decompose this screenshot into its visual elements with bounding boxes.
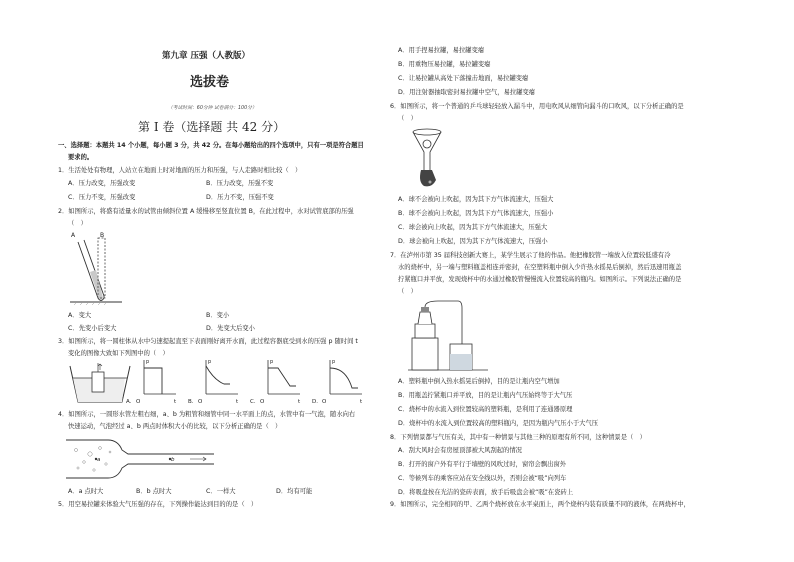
q3-graph-c [262, 358, 302, 398]
graph-c-option-label: C. [250, 399, 256, 405]
q7-option-a: A．塑料瓶中倒入热水摇晃后倒掉，目的是让瓶内空气增加 [398, 378, 560, 385]
question-6-cont: （ ） [398, 115, 417, 122]
q1-option-b: B．压力改变，压强不变 [206, 180, 274, 187]
question-7-line-2: 水的烧杯中，另一端与塑料瓶盖相连并密封，在空塑料瓶中倒入少许热水摇晃后倒掉，然后迅速用瓶盖 [398, 264, 682, 271]
tube-label-a: A [71, 232, 76, 239]
question-5: 5．用空易拉罐来体验大气压强的存在，下列操作能达到目的的是（ ） [58, 501, 258, 508]
q3-graph-a [138, 358, 178, 398]
q5-option-d: D．用注射器抽取密封易拉罐中空气，易拉罐变瘪 [398, 89, 536, 96]
section-intro-cont: 要求的。 [68, 154, 94, 161]
q7-option-d: D．烧杯中的水流入到位置较高的塑料瓶内，是因为瓶内气压小于大气压 [398, 420, 599, 427]
question-3: 3．如图所示，将一圆柱体从水中匀速提起直至下表面刚好离开水面，此过程容器底受到水的压强 p 随时间 t [58, 338, 358, 345]
chapter-title: 第九章 压强（人教版） [162, 51, 250, 61]
graph-a-t-label: t [174, 399, 177, 405]
pipe-point-a: a [97, 457, 101, 463]
q7-bottle-figure [408, 300, 492, 374]
q6-option-c: C．球会被向上吹起，因为其下方气体流速大，压强大 [398, 224, 548, 231]
q8-option-a: A．刮大风时会有房屋顶部被大风刮起的情况 [398, 447, 522, 454]
q3-graph-b [200, 358, 240, 398]
q4-pipe-figure [66, 436, 216, 482]
q2-test-tube-figure [68, 232, 124, 306]
part-title: 第 I 卷（选择题 共 42 分） [138, 120, 286, 134]
q6-option-d: D．球会被向上吹起，因为其下方气体流速大，压强小 [398, 238, 548, 245]
graph-b-option-label: B. [188, 399, 194, 405]
graph-c-p-label: p [270, 359, 274, 365]
pipe-point-b: b [171, 457, 175, 463]
q4-option-b: B．b 点时大 [136, 488, 172, 495]
graph-c-t-label: t [298, 399, 301, 405]
q5-option-c: C．让易拉罐从高处下落撞击地面，易拉罐变瘪 [398, 75, 529, 82]
q4-option-d: D．均有可能 [276, 488, 313, 495]
graph-d-p-label: p [332, 359, 336, 365]
q5-option-b: B．用重物压易拉罐，易拉罐变瘪 [398, 61, 491, 68]
q8-option-b: B．打开的窗户外有平行于墙壁的风吹过时，窗帘会飘出窗外 [398, 461, 567, 468]
question-9: 9．如图所示，完全相同的甲、乙两个烧杯放在水平桌面上，两个烧杯内装有质量不同的液体，在两烧杯中， [390, 501, 690, 508]
question-6: 6．如图所示，将一个普通的乒乓球轻轻放入漏斗中，用电吹风从细管向漏斗的口吹风，以下分析正确的是 [390, 103, 684, 110]
question-7-line-3: 拧紧瓶口并平放，发现烧杯中的水通过橡胶管慢慢流入位置较高的瓶内。如图所示。下列说法正确的是 [398, 276, 682, 283]
exam-info: （考试时间：60分钟 试卷满分：100分） [168, 106, 257, 111]
graph-b-t-label: t [236, 399, 239, 405]
question-1: 1．生活处处有物理，人站立在地面上时对地面的压力和压强，与人走路时相比较（ ） [58, 167, 302, 174]
q6-option-a: A．球不会被向上吹起，因为其下方气体流速大，压强大 [398, 196, 554, 203]
graph-d-origin: O [322, 399, 327, 405]
graph-d-t-label: t [360, 399, 363, 405]
q3-container-figure [68, 362, 132, 406]
question-2: 2．如图所示，将盛有适量水的试管由倾斜位置 A 缓慢移至竖直位置 B，在此过程中，水对试管底部的压强 [58, 208, 354, 215]
question-4: 4．如图所示，一圆形水管左粗右细，a、b 为粗管和细管中同一水平面上的点，水管中有一气泡，随水向右 [58, 411, 356, 418]
graph-a-p-label: p [146, 359, 150, 365]
graph-b-origin: O [198, 399, 203, 405]
q2-option-a: A．变大 [68, 312, 92, 319]
q2-option-c: C．先变小后变大 [68, 325, 117, 332]
q8-option-c: C．等候列车的乘客应站在安全线以外，否则会被“吸”向列车 [398, 475, 567, 482]
q6-option-b: B．球不会被向上吹起，因为其下方气体流速大，压强小 [398, 210, 554, 217]
graph-d-option-label: D. [312, 399, 318, 405]
graph-a-option-label: A. [126, 399, 132, 405]
q4-option-c: C．一样大 [206, 488, 236, 495]
q1-option-d: D．压力不变，压强不变 [206, 194, 274, 201]
question-7: 7．在泸州市第 35 届科技创新大赛上，某学生展示了他的作品。他把橡胶管一端放入位置较低盛有冷 [390, 252, 671, 259]
question-4-cont: 快速运动，气泡经过 a、b 两点时体积大小的比较，以下分析正确的是（ ） [68, 423, 282, 430]
exam-type-title: 选拔卷 [190, 75, 230, 90]
q3-graph-d [324, 358, 364, 398]
question-7-line-4: （ ） [398, 288, 417, 295]
q5-option-a: A．用手捏易拉罐，易拉罐变瘪 [398, 47, 485, 54]
graph-a-origin: O [136, 399, 141, 405]
section-intro: 一、选择题：本题共 14 个小题，每小题 3 分，共 42 分。在每小题给出的四个选项中，只有一项是符合题目 [58, 142, 364, 149]
q7-option-b: B．用瓶盖拧紧瓶口并平放，目的是让瓶内气压始终等于大气压 [398, 392, 573, 399]
q7-option-c: C．烧杯中的水流入到位置较高的塑料瓶，是利用了连通器原理 [398, 406, 573, 413]
q1-option-c: C．压力不变，压强改变 [68, 194, 136, 201]
q2-option-b: B．变小 [206, 312, 230, 319]
q8-option-d: D．将吸盘按在光洁的瓷砖表面，放手后吸盘会被“吸”在瓷砖上 [398, 489, 574, 496]
question-2-cont: （ ） [68, 220, 87, 227]
q2-option-d: D．先变大后变小 [206, 325, 255, 332]
graph-b-p-label: p [208, 359, 212, 365]
question-8: 8．下列情景都与气压有关，其中有一种情景与其他三种的原理有所不同，这种情景是（ ） [390, 434, 646, 441]
q6-funnel-figure [410, 126, 444, 190]
q1-option-a: A．压力改变，压强改变 [68, 180, 136, 187]
tube-label-b: B [100, 232, 105, 239]
question-3-cont: 变化的图像大致如下列图中的（ ） [68, 350, 169, 357]
graph-c-origin: O [260, 399, 265, 405]
q4-option-a: A．a 点时大 [68, 488, 104, 495]
